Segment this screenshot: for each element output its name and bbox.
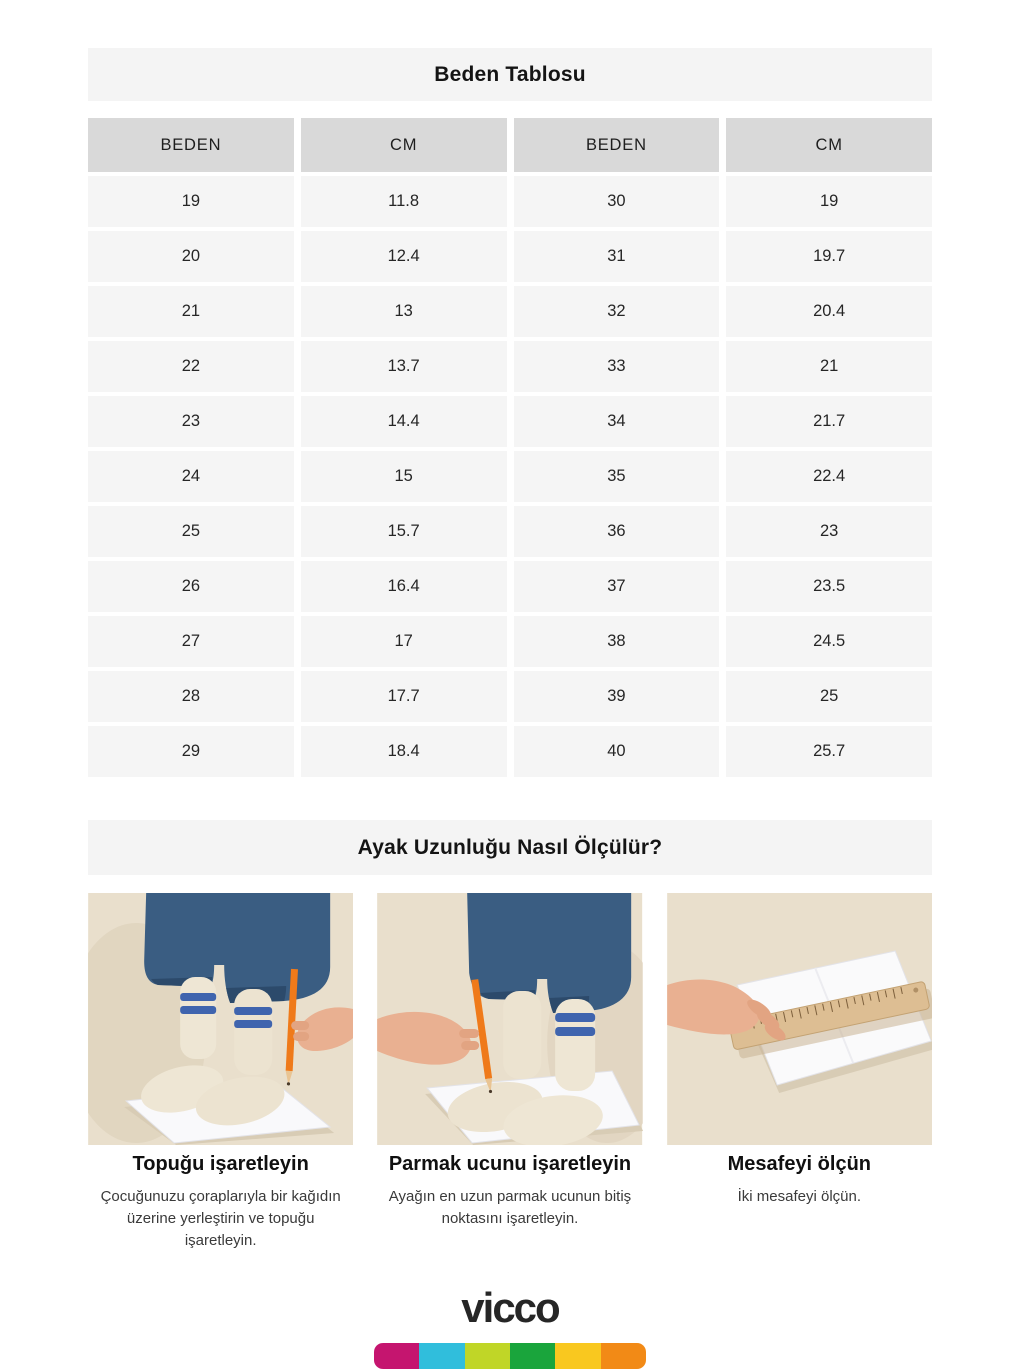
size-cell: 20: [88, 231, 294, 282]
size-cell: 21.7: [726, 396, 932, 447]
size-cell: 15: [301, 451, 507, 502]
measure-distance-illustration: [667, 893, 932, 1145]
size-cell: 40: [514, 726, 720, 777]
size-cell: 32: [514, 286, 720, 337]
size-cell: 23: [726, 506, 932, 557]
measure-step-photos: [88, 893, 932, 1145]
mark-toe-photo: [377, 893, 642, 1145]
size-cell: 23: [88, 396, 294, 447]
size-cell: 18.4: [301, 726, 507, 777]
size-cell: 15.7: [301, 506, 507, 557]
size-cell: 21: [88, 286, 294, 337]
mark-heel-illustration: [88, 893, 353, 1145]
size-cell: 22.4: [726, 451, 932, 502]
size-cell: 38: [514, 616, 720, 667]
mark-heel-photo: [88, 893, 353, 1145]
step-caption-mark-heel: [88, 1153, 353, 1251]
size-cell: 24.5: [726, 616, 932, 667]
size-cell: 26: [88, 561, 294, 612]
size-cell: 19.7: [726, 231, 932, 282]
size-cell: 21: [726, 341, 932, 392]
size-cell: 19: [726, 176, 932, 227]
step-description: Ayağın en uzun parmak ucunun bitiş noktasını işaretleyin.: [388, 1188, 632, 1227]
step-description: Çocuğunuzu çoraplarıyla bir kağıdın üzerine yerleştirin ve topuğu işaretleyin.: [100, 1188, 341, 1249]
size-cell: 12.4: [301, 231, 507, 282]
size-cell: 19: [88, 176, 294, 227]
size-cell: 27: [88, 616, 294, 667]
size-cell: 36: [514, 506, 720, 557]
measure-step-captions: [88, 1153, 932, 1251]
size-cell: 31: [514, 231, 720, 282]
size-cell: 34: [514, 396, 720, 447]
color-bar-segment-yellow: [555, 1343, 600, 1369]
step-caption-mark-toe: [377, 1153, 642, 1251]
color-bar-segment-cyan: [419, 1343, 464, 1369]
size-cell: 25: [88, 506, 294, 557]
size-cell: 13.7: [301, 341, 507, 392]
color-bar-segment-orange: [601, 1343, 646, 1369]
step-description: İki mesafeyi ölçün.: [737, 1188, 862, 1205]
size-table: [88, 118, 932, 777]
step-title: Topuğu işaretleyin: [132, 1153, 309, 1175]
color-bar-segment-lime: [465, 1343, 510, 1369]
size-cell: 35: [514, 451, 720, 502]
size-cell: 28: [88, 671, 294, 722]
measure-section-title: Ayak Uzunluğu Nasıl Ölçülür?: [88, 820, 932, 875]
size-table-header-cm-right: CM: [726, 118, 932, 172]
brand-color-bar: [374, 1343, 646, 1369]
size-table-header-beden-left: BEDEN: [88, 118, 294, 172]
size-cell: 25.7: [726, 726, 932, 777]
size-cell: 29: [88, 726, 294, 777]
color-bar-segment-magenta: [374, 1343, 419, 1369]
size-table-header-beden-right: BEDEN: [514, 118, 720, 172]
size-table-title: Beden Tablosu: [88, 48, 932, 101]
size-cell: 23.5: [726, 561, 932, 612]
size-cell: 24: [88, 451, 294, 502]
size-cell: 16.4: [301, 561, 507, 612]
size-cell: 17.7: [301, 671, 507, 722]
size-cell: 22: [88, 341, 294, 392]
size-cell: 11.8: [301, 176, 507, 227]
size-table-header-cm-left: CM: [301, 118, 507, 172]
step-title: Mesafeyi ölçün: [727, 1153, 872, 1175]
size-cell: 25: [726, 671, 932, 722]
step-caption-measure-distance: [667, 1153, 932, 1251]
size-cell: 33: [514, 341, 720, 392]
color-bar-segment-green: [510, 1343, 555, 1369]
size-cell: 37: [514, 561, 720, 612]
size-cell: 17: [301, 616, 507, 667]
measure-distance-photo: [667, 893, 932, 1145]
size-cell: 39: [514, 671, 720, 722]
size-cell: 14.4: [301, 396, 507, 447]
size-cell: 20.4: [726, 286, 932, 337]
vicco-logo: vicco: [461, 1284, 559, 1331]
size-cell: 30: [514, 176, 720, 227]
mark-toe-illustration: [377, 893, 642, 1145]
size-cell: 13: [301, 286, 507, 337]
step-title: Parmak ucunu işaretleyin: [388, 1153, 632, 1175]
